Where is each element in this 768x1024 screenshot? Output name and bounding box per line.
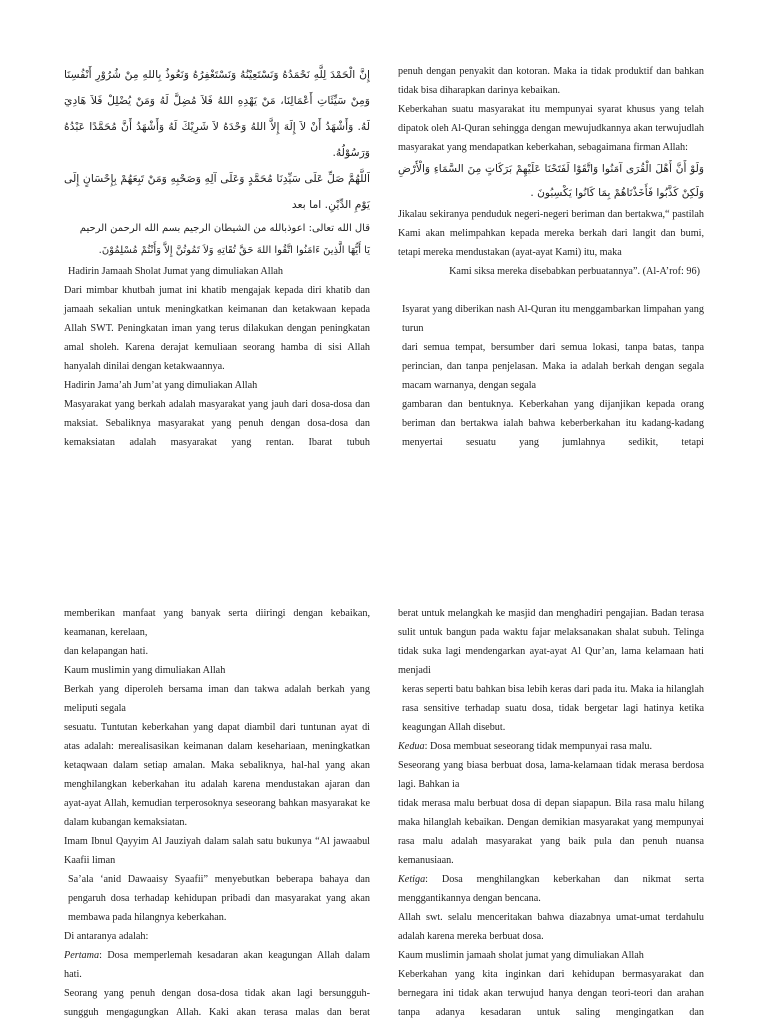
point-label: Ketiga: [398, 874, 426, 885]
point-paragraph: [398, 870, 704, 908]
arabic-opening-text: إِنَّ الْحَمْدَ لِلَّهِ نَحْمَدُهُ وَنَسْتَعِيْنُهُ وَنَسْتَغْفِرُهُ وَنَعُوذُ بِاللهِ مِنْ شُرُوْرِ أَنْفُسِنَا وَمِنْ سَيِّئَاتِ أَعْمَالِنَا، مَنْ يَهْدِهِ اللهُ فَلاَ مُضِلَّ لَهُ وَمَنْ يُضْلِلْ فَلاَ هَادِيَ لَهُ. وَأَشْهَدُ أَنْ لاَ إِلَهَ إِلاَّ اللهُ وَحْدَهُ لاَ شَرِيْكَ لَهُ وَأَشْهَدُ أَنَّ مُحَمَّدًا عَبْدُهُ وَرَسُوْلُهُ.: [64, 68, 370, 159]
body-paragraph: Seseorang yang biasa berbuat dosa, lama-kelamaan tidak merasa berdosa lagi. Bahkan ia: [398, 760, 704, 790]
body-paragraph: Isyarat yang diberikan nash Al-Quran itu menggambarkan limpahan yang turun: [402, 304, 704, 334]
point-paragraph: [398, 737, 704, 756]
body-paragraph: penuh dengan penyakit dan kotoran. Maka ia tidak produktif dan bahkan tidak bisa diharapkan darinya kebaikan.: [398, 66, 704, 96]
verse-translation: Jikalau sekiranya penduduk negeri-negeri beriman dan bertakwa,“ pastilah Kami akan melimpahkan kepada mereka berkah dari langit dan bumi, tetapi mereka mendustakan (ayat-ayat Kami) itu, maka: [398, 209, 704, 258]
greeting-heading: Kaum muslimin jamaah sholat jumat yang dimuliakan Allah: [398, 950, 644, 961]
arabic-quran-verse: وَلَوْ أَنَّ أَهْلَ الْقُرَى آمَنُوا وَاتَّقَوْا لَفَتَحْنَا عَلَيْهِمْ بَرَكَاتٍ مِنَ السَّمَاءِ وَالْأَرْضِ وَلَكِنْ كَذَّبُوا فَأَخَذْنَاهُمْ بِمَا كَانُوا يَكْسِبُونَ .: [398, 163, 704, 199]
arabic-salawat-text: اَللَّهُمَّ صَلِّ عَلَى سَيِّدِنَا مُحَمَّدٍ وَعَلَى آلِهِ وَصَحْبِهِ وَمَنْ تَبِعَهُمْ بِإِحْسَانٍ إِلَى يَوْمِ الدِّيْنِ. اما بعد: [64, 172, 370, 211]
point-text: : Dosa membuat seseorang tidak mempunyai rasa malu.: [424, 741, 653, 752]
body-paragraph: Dari mimbar khutbah jumat ini khatib mengajak kepada diri khatib dan jamaah sekalian untuk meningkatkan keimanan dan ketakwaan kepada Allah SWT. Peningkatan iman yang terus dilakukan dengan peningkatan amal sholeh. Karena derajat kemuliaan seorang hamba di sisi Allah hanyalah dinilai dengan ketakwaannya.: [64, 285, 370, 372]
body-paragraph: Di antaranya adalah:: [64, 931, 149, 942]
body-paragraph: Keberkahan yang kita inginkan dari kehidupan bermasyarakat dan bernegara ini tidak akan terwujud hanya dengan teori-teori dan arahan tanpa adanya kesadaran untuk saling mengingatkan dan: [398, 969, 704, 1018]
body-paragraph: Masyarakat yang berkah adalah masyarakat yang jauh dari dosa-dosa dan maksiat. Sebaliknya masyarakat yang penuh dengan dosa-dosa dan kemaksiatan adalah masyarakat yang rentan. Ibarat tubuh: [64, 399, 370, 448]
point-label: Kedua: [398, 741, 425, 752]
arabic-ayat-text: يَا أَيُّهَا الَّذِينَ ءَامَنُوا اتَّقُوا اللهَ حَقَّ تُقَاتِهِ وَلاَ تَمُوتُنَّ إِلاَّ وَأَنْتُمْ مُسْلِمُوْنَ.: [98, 245, 370, 256]
body-paragraph: Keberkahan suatu masyarakat itu mempunyai syarat khusus yang telah dipatok oleh Al-Quran sehingga dengan mewujudkannya akan terwujudlah masyarakat yang mendapatkan keberkahan, sebagaimana firman Allah:: [398, 104, 704, 153]
point-label: Pertama: [64, 950, 100, 961]
body-paragraph: dari semua tempat, bersumber dari semua lokasi, tanpa batas, tanpa perincian, dan tanpa penjelasan. Maka ia adalah berkah dengan segala macam warnanya, dengan segala: [402, 342, 704, 391]
greeting-heading: Hadirin Jama’ah Jum’at yang dimuliakan Allah: [64, 380, 258, 391]
verse-translation-end: Kami siksa mereka disebabkan perbuatannya”. (Al-A’rof: 96): [449, 266, 700, 277]
body-paragraph: sesuatu. Tuntutan keberkahan yang dapat diambil dari tuntunan ayat di atas adalah: merealisasikan keimanan dalam kesehariaan, meningkatkan ketaqwaan dalam setiap amalan. Maka sebaliknya, hal-hal yang akan menghilangkan keberkahan itu adalah karena mendustakan ajaran dan ayat-ayat Allah, kemudian terperosoknya seseorang bahkan masyarakat ke dalam kubangan kemaksiatan.: [64, 722, 370, 828]
body-paragraph: berat untuk melangkah ke masjid dan menghadiri pengajian. Badan terasa sulit untuk bangun pada waktu fajar melaksanakan shalat subuh. Telinga tidak suka lagi mendengarkan ayat-ayat Al Qur’an, lama kelamaan hati menjadi: [398, 608, 704, 676]
body-paragraph: keras seperti batu bahkan bisa lebih keras dari pada itu. Maka ia hilanglah rasa sensitive terhadap suatu dosa, tidak bergetar lagi hatinya ketika keagungan Allah disebut.: [402, 684, 704, 733]
body-paragraph: tidak merasa malu berbuat dosa di depan siapapun. Bila rasa malu hilang maka hilanglah kebaikan. Dengan demikian masyarakat yang mempunyai rasa malu adalah masyarakat yang baik pula dan penuh nuansa kemanusiaan.: [398, 798, 704, 866]
greeting-heading: Hadirin Jamaah Sholat Jumat yang dimuliakan Allah: [68, 266, 284, 277]
point-text: : Dosa menghilangkan keberkahan dan nikmat serta menggantikannya dengan bencana.: [398, 874, 704, 904]
body-paragraph: gambaran dan bentuknya. Keberkahan yang dijanjikan kepada orang beriman dan bertakwa ialah bahwa keberberkahan itu kadang-kadang menyertai sesuatu yang jumlahnya sedikit, tetapi: [402, 399, 704, 448]
body-paragraph: Berkah yang diperoleh bersama iman dan takwa adalah berkah yang meliputi segala: [64, 684, 370, 714]
point-text: : Dosa memperlemah kesadaran akan keagungan Allah dalam hati.: [64, 950, 370, 980]
column-bottom-left: [64, 604, 370, 1022]
column-top-left: [64, 62, 370, 452]
column-top-right: [398, 62, 704, 452]
body-paragraph: Imam Ibnul Qayyim Al Jauziyah dalam salah satu bukunya “Al jawaabul Kaafii liman: [64, 836, 370, 866]
point-paragraph: [64, 946, 370, 984]
body-paragraph: dan kelapangan hati.: [64, 646, 149, 657]
column-bottom-right: [398, 604, 704, 1022]
greeting-heading: Kaum muslimin yang dimuliakan Allah: [64, 665, 226, 676]
body-paragraph: Sa’ala ‘anid Dawaaisy Syaafii” menyebutkan beberapa bahaya dan pengaruh dosa terhadap kehidupan pribadi dan masyarakat yang akan membawa pada hilangnya keberkahan.: [68, 874, 370, 923]
body-paragraph: Allah swt. selalu menceritakan bahwa diazabnya umat-umat terdahulu adalah karena mereka berbuat dosa.: [398, 912, 704, 942]
arabic-qala-text: قال الله تعالى: اعوذبالله من الشيطان الرجيم بسم الله الرحمن الرحيم: [79, 223, 370, 234]
body-paragraph: memberikan manfaat yang banyak serta diiringi dengan kebaikan, keamanan, kerelaan,: [64, 608, 370, 638]
body-paragraph: Seorang yang penuh dengan dosa-dosa tidak akan lagi bersungguh-sungguh mengagungkan Allah. Kaki akan terasa malas dan berat: [64, 988, 370, 1018]
